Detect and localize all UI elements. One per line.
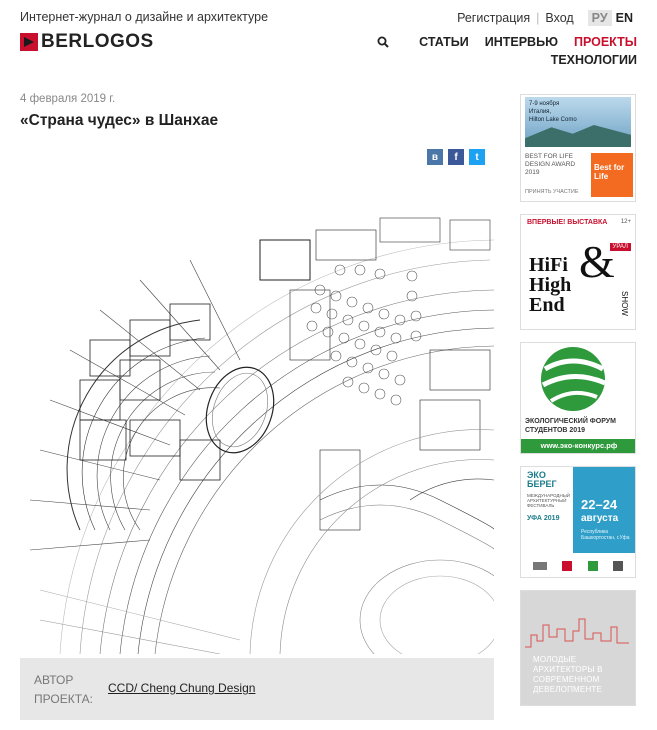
main-nav [377, 35, 637, 49]
ad2-show: SHOW [620, 291, 629, 316]
ad1-cta: ПРИНЯТЬ УЧАСТИЕ [525, 189, 579, 195]
ad2-age: 12+ [620, 219, 631, 225]
nav-row-2 [551, 53, 637, 67]
search-icon[interactable] [377, 36, 389, 48]
floor-plan-drawing [20, 200, 494, 654]
article-date: 4 февраля 2019 г. [20, 93, 116, 105]
ad1-award: BEST FOR LIFE DESIGN AWARD 2019 [525, 153, 576, 176]
ad2-ural: УРАЛ [610, 243, 631, 251]
auth-bar [457, 10, 637, 26]
ad3-url: www.эко-конкурс.рф [521, 439, 636, 453]
ad4-sub: МЕЖДУНАРОДНЫЙ АРХИТЕКТУРНЫЙ ФЕСТИВАЛЬ [527, 493, 570, 508]
article-title: «Страна чудес» в Шанхае [20, 112, 219, 129]
ad3-text: ЭКОЛОГИЧЕСКИЙ ФОРУМ СТУДЕНТОВ 2019 [525, 418, 616, 434]
ad5-text: МОЛОДЫЕ АРХИТЕКТОРЫ В СОВРЕМЕННОМ ДЕВЕЛОПМЕНТЕ [533, 655, 603, 694]
ad-banner-eco-bereg[interactable] [520, 466, 636, 578]
share-buttons [427, 149, 490, 165]
ad4-region: Республика Башкортостан, г.Уфа [581, 529, 630, 541]
nav-item-projects[interactable]: ПРОЕКТЫ [573, 35, 637, 49]
ad-banner-young-architects[interactable] [520, 590, 636, 706]
city-skyline-icon [521, 611, 636, 651]
project-credit [20, 658, 494, 720]
ad4-city: УФА 2019 [527, 515, 560, 522]
nav-item-articles[interactable]: СТАТЬИ [419, 35, 469, 49]
ad2-logo: HiFi High End [529, 254, 572, 316]
ad-banner-hifi-show[interactable] [520, 214, 636, 330]
register-link[interactable]: Регистрация [457, 11, 531, 25]
ad-banner-best-for-life[interactable] [520, 94, 636, 202]
twitter-share-icon[interactable]: t [469, 149, 485, 165]
ad4-brand: ЭКО БЕРЕГ [527, 470, 557, 489]
login-link[interactable]: Вход [545, 11, 574, 25]
ad1-info: 7-9 ноября Италия, Hilton Lake Como [529, 101, 577, 123]
credit-author-link[interactable]: CCD/ Cheng Chung Design [108, 681, 256, 695]
ad4-sponsor-logos [525, 559, 631, 573]
globe-icon [521, 343, 636, 415]
auth-divider: | [536, 11, 540, 25]
ad1-badge: Best for Life [591, 153, 633, 197]
language-switch [588, 10, 637, 26]
ad2-top: ВПЕРВЫЕ! ВЫСТАВКА [527, 219, 608, 226]
logo-mark-icon [20, 33, 38, 51]
ad4-month: августа [581, 513, 619, 524]
credit-label: АВТОР ПРОЕКТА: [34, 673, 93, 706]
facebook-share-icon[interactable]: f [448, 149, 464, 165]
article-image-floor-plan[interactable] [20, 200, 494, 654]
site-tagline: Интернет-журнал о дизайне и архитектуре [20, 10, 269, 24]
nav-item-technologies[interactable]: ТЕХНОЛОГИИ [550, 53, 637, 67]
site-logo[interactable] [20, 31, 154, 53]
nav-item-interviews[interactable]: ИНТЕРВЬЮ [484, 35, 558, 49]
lang-ru[interactable]: РУ [588, 10, 612, 26]
sidebar-ads [520, 94, 636, 718]
ad-banner-eco-forum[interactable] [520, 342, 636, 454]
ad4-dates: 22–24 [581, 497, 618, 512]
lang-en[interactable]: EN [615, 11, 633, 25]
ad2-ampersand: & [579, 236, 615, 287]
vk-share-icon[interactable]: в [427, 149, 443, 165]
logo-text: BERLOGOS [41, 31, 154, 52]
